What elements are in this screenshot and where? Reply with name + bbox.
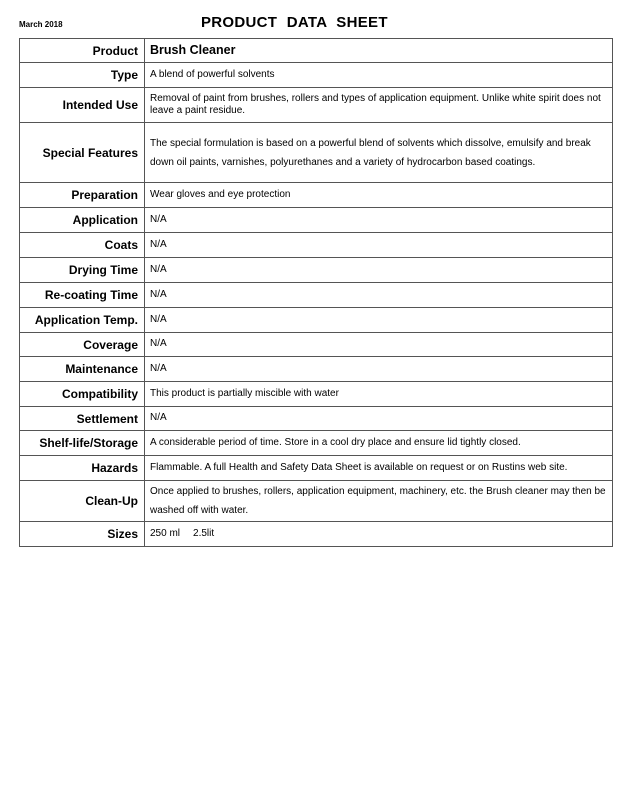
row-coverage: [20, 333, 613, 357]
row-label: Compatibility: [20, 382, 145, 407]
row-value: N/A: [145, 258, 613, 283]
row-application-temp: [20, 308, 613, 333]
row-value: N/A: [145, 208, 613, 233]
product-name: Brush Cleaner: [145, 39, 613, 63]
size-option: 250 ml: [150, 527, 181, 539]
row-value: Once applied to brushes, rollers, application equipment, machinery, etc. the Brush cleaner may then be washed off with water.: [145, 481, 613, 522]
row-label: Maintenance: [20, 357, 145, 382]
row-recoating-time: [20, 283, 613, 308]
row-value: N/A: [145, 333, 613, 357]
row-value: N/A: [145, 308, 613, 333]
row-label: Application: [20, 208, 145, 233]
row-product: [20, 39, 613, 63]
row-coats: [20, 233, 613, 258]
row-label: Coverage: [20, 333, 145, 357]
row-value: This product is partially miscible with water: [145, 382, 613, 407]
row-shelf-life-storage: [20, 431, 613, 456]
row-drying-time: [20, 258, 613, 283]
row-settlement: [20, 407, 613, 431]
row-value: N/A: [145, 407, 613, 431]
row-label: Coats: [20, 233, 145, 258]
row-maintenance: [20, 357, 613, 382]
row-preparation: [20, 183, 613, 208]
row-value: A blend of powerful solvents: [145, 63, 613, 88]
row-value: Removal of paint from brushes, rollers and types of application equipment. Unlike white spirit does not leave a paint residue.: [145, 88, 613, 123]
row-label: Clean-Up: [20, 481, 145, 522]
row-application: [20, 208, 613, 233]
row-value: N/A: [145, 233, 613, 258]
row-value: N/A: [145, 283, 613, 308]
row-label: Drying Time: [20, 258, 145, 283]
row-value: Wear gloves and eye protection: [145, 183, 613, 208]
row-label: Shelf-life/Storage: [20, 431, 145, 456]
row-sizes: [20, 522, 613, 547]
product-data-table: [19, 38, 613, 547]
row-value: N/A: [145, 357, 613, 382]
row-label: Product: [20, 39, 145, 63]
row-label: Re-coating Time: [20, 283, 145, 308]
row-label: Preparation: [20, 183, 145, 208]
sizes-value: [145, 522, 613, 547]
row-label: Settlement: [20, 407, 145, 431]
row-hazards: [20, 456, 613, 481]
row-special-features: [20, 123, 613, 183]
size-option: 2.5lit: [193, 527, 215, 539]
row-clean-up: [20, 481, 613, 522]
row-label: Hazards: [20, 456, 145, 481]
document-title: PRODUCT DATA SHEET: [201, 14, 388, 31]
row-value: A considerable period of time. Store in a cool dry place and ensure lid tightly closed.: [145, 431, 613, 456]
row-label: Intended Use: [20, 88, 145, 123]
row-intended-use: [20, 88, 613, 123]
row-value: The special formulation is based on a powerful blend of solvents which dissolve, emulsify and break down oil paints, varnishes, polyurethanes and a variety of hydrocarbon based coatings.: [145, 123, 613, 183]
row-label: Special Features: [20, 123, 145, 183]
row-label: Type: [20, 63, 145, 88]
document-date: March 2018: [19, 20, 63, 29]
row-label: Sizes: [20, 522, 145, 547]
row-label: Application Temp.: [20, 308, 145, 333]
row-compatibility: [20, 382, 613, 407]
row-type: [20, 63, 613, 88]
row-value: Flammable. A full Health and Safety Data Sheet is available on request or on Rustins web site.: [145, 456, 613, 481]
